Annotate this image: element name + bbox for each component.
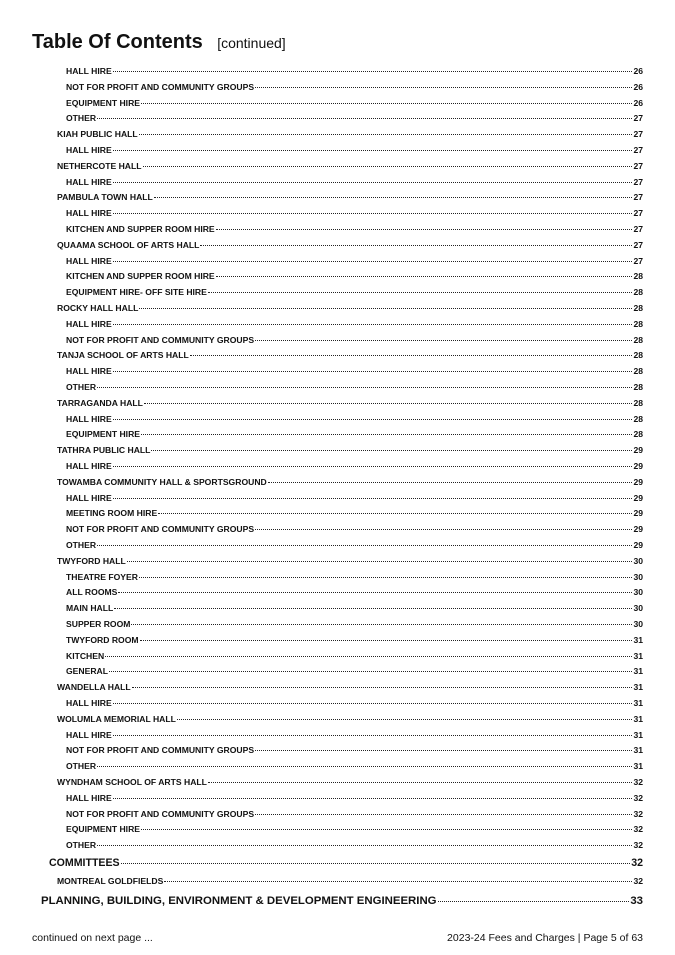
- toc-entry-label: TATHRA PUBLIC HALL: [57, 445, 151, 456]
- toc-entry[interactable]: [57, 682, 643, 692]
- dot-leader: [109, 671, 632, 672]
- toc-entry-page: 31: [633, 761, 643, 772]
- toc-entry[interactable]: [66, 224, 643, 234]
- toc-entry-label: MEETING ROOM HIRE: [66, 508, 158, 519]
- toc-entry[interactable]: [66, 319, 643, 329]
- toc-entry[interactable]: [66, 540, 643, 550]
- dot-leader: [113, 371, 633, 372]
- dot-leader: [113, 182, 633, 183]
- toc-entry[interactable]: [66, 382, 643, 392]
- toc-entry-page: 26: [633, 66, 643, 76]
- toc-entry-label: NOT FOR PROFIT AND COMMUNITY GROUPS: [66, 808, 255, 819]
- toc-entry-label: HALL HIRE: [66, 176, 112, 187]
- dot-leader: [151, 450, 632, 451]
- dot-leader: [113, 324, 633, 325]
- toc-entry[interactable]: [66, 698, 643, 708]
- toc-entry[interactable]: [66, 98, 643, 108]
- dot-leader: [164, 881, 632, 882]
- dot-leader: [140, 640, 633, 641]
- toc-entry-label: NOT FOR PROFIT AND COMMUNITY GROUPS: [66, 334, 255, 345]
- toc-entry-label: COMMITTEES: [49, 857, 120, 869]
- toc-entry-page: 26: [633, 97, 643, 108]
- toc-entry-label: OTHER: [66, 761, 97, 772]
- dot-leader: [97, 845, 632, 846]
- toc-entry-label: NOT FOR PROFIT AND COMMUNITY GROUPS: [66, 524, 255, 535]
- toc-entry[interactable]: [57, 445, 643, 455]
- toc-entry-label: HALL HIRE: [66, 792, 112, 803]
- toc-entry-label: ALL ROOMS: [66, 587, 118, 598]
- toc-entry-label: PAMBULA TOWN HALL: [57, 192, 153, 203]
- toc-entry-page: 32: [633, 824, 643, 835]
- dot-leader: [113, 735, 633, 736]
- toc-entry-label: WOLUMLA MEMORIAL HALL: [57, 713, 176, 724]
- dot-leader: [158, 513, 632, 514]
- dot-leader: [255, 529, 632, 530]
- dot-leader: [131, 624, 632, 625]
- dot-leader: [113, 261, 633, 262]
- toc-entry-label: KITCHEN AND SUPPER ROOM HIRE: [66, 224, 215, 234]
- dot-leader: [113, 798, 633, 799]
- dot-leader: [132, 687, 633, 688]
- toc-entry-label: GENERAL: [66, 666, 109, 677]
- toc-entry-page: 28: [633, 350, 643, 361]
- toc-entry[interactable]: [66, 524, 643, 534]
- dot-leader: [139, 308, 632, 309]
- toc-entry[interactable]: [41, 895, 643, 907]
- toc-entry-page: 30: [633, 571, 643, 582]
- toc-entry-label: TWYFORD HALL: [57, 555, 126, 566]
- toc-entry-page: 29: [633, 508, 643, 519]
- toc-heading: Table Of Contents: [32, 31, 203, 53]
- toc-entry[interactable]: [66, 429, 643, 439]
- toc-entry-page: 27: [633, 224, 643, 234]
- toc-entry-label: SUPPER ROOM: [66, 619, 131, 629]
- toc-entry-label: TOWAMBA COMMUNITY HALL & SPORTSGROUND: [57, 476, 267, 487]
- toc-entry[interactable]: [66, 287, 643, 297]
- continued-label: [continued]: [217, 35, 286, 51]
- dot-leader: [216, 276, 633, 277]
- dot-leader: [118, 592, 632, 593]
- dot-leader: [154, 197, 633, 198]
- dot-leader: [255, 750, 632, 751]
- dot-leader: [141, 829, 632, 830]
- toc-entry[interactable]: [57, 350, 643, 360]
- toc-entry[interactable]: [66, 508, 643, 518]
- toc-entry-page: 30: [633, 619, 643, 629]
- toc-entry-page: 28: [633, 334, 643, 345]
- toc-entry-page: 30: [633, 555, 643, 566]
- dot-leader: [255, 340, 632, 341]
- toc-entry-label: TWYFORD ROOM: [66, 634, 139, 645]
- toc-entry-page: 31: [633, 650, 643, 661]
- toc-entry[interactable]: [66, 66, 643, 76]
- dot-leader: [113, 213, 633, 214]
- toc-entry-page: 27: [633, 192, 643, 203]
- toc-entry-label: KIAH PUBLIC HALL: [57, 129, 138, 140]
- dot-leader: [113, 703, 633, 704]
- toc-entry-page: 27: [633, 208, 643, 219]
- toc-entry-page: 29: [633, 461, 643, 471]
- toc-entry-page: 32: [633, 840, 643, 851]
- toc-entry-page: 29: [633, 476, 643, 487]
- toc-entry-label: EQUIPMENT HIRE: [66, 824, 141, 835]
- toc-entry-label: NOT FOR PROFIT AND COMMUNITY GROUPS: [66, 745, 255, 756]
- toc-entry-page: 31: [633, 698, 643, 708]
- toc-entry-label: OTHER: [66, 382, 97, 392]
- toc-entry-label: MAIN HALL: [66, 603, 114, 614]
- toc-entry-page: 27: [633, 113, 643, 124]
- toc-entry[interactable]: [66, 366, 643, 376]
- toc-entry[interactable]: [66, 461, 643, 471]
- dot-leader: [190, 355, 633, 356]
- toc-entry[interactable]: [66, 177, 643, 187]
- toc-entry-label: HALL HIRE: [66, 255, 112, 266]
- toc-entry[interactable]: [66, 414, 643, 424]
- toc-entry[interactable]: [66, 208, 643, 218]
- toc-entry-page: 28: [633, 271, 643, 282]
- toc-entry[interactable]: [66, 745, 643, 755]
- toc-entry-page: 27: [633, 239, 643, 250]
- toc-entry[interactable]: [66, 824, 643, 834]
- dot-leader: [141, 103, 632, 104]
- toc-entry[interactable]: [66, 256, 643, 266]
- toc-entry-label: EQUIPMENT HIRE: [66, 97, 141, 108]
- toc-entry[interactable]: [57, 240, 643, 250]
- page-title: [32, 31, 286, 54]
- toc-entry[interactable]: [57, 714, 643, 724]
- toc-entry-page: 32: [633, 777, 643, 787]
- toc-entry[interactable]: [66, 572, 643, 582]
- toc-entry-page: 31: [633, 745, 643, 756]
- toc-entry-page: 27: [633, 255, 643, 266]
- toc-entry-label: EQUIPMENT HIRE- OFF SITE HIRE: [66, 287, 207, 298]
- dot-leader: [208, 292, 633, 293]
- toc-entry-label: HALL HIRE: [66, 729, 112, 740]
- toc-entry[interactable]: [57, 477, 643, 487]
- toc-entry-label: EQUIPMENT HIRE: [66, 429, 141, 440]
- toc-entry[interactable]: [57, 556, 643, 566]
- toc-entry-page: 29: [633, 492, 643, 503]
- toc-entry-page: 28: [633, 413, 643, 424]
- toc-entry[interactable]: [57, 876, 643, 886]
- dot-leader: [255, 814, 632, 815]
- dot-leader: [200, 245, 632, 246]
- toc-entry[interactable]: [57, 129, 643, 139]
- toc-entry-page: 27: [633, 176, 643, 187]
- toc-entry-page: 33: [630, 894, 643, 907]
- toc-entry[interactable]: [66, 809, 643, 819]
- toc-entry-label: OTHER: [66, 113, 97, 124]
- toc-entry-label: KITCHEN: [66, 650, 105, 661]
- toc-entry[interactable]: [66, 840, 643, 850]
- toc-entry-label: TARRAGANDA HALL: [57, 397, 143, 408]
- toc-entry-page: 28: [633, 303, 643, 313]
- dot-leader: [121, 863, 631, 864]
- dot-leader: [113, 466, 633, 467]
- toc-entry-page: 32: [633, 876, 643, 886]
- toc-entry[interactable]: [66, 651, 643, 661]
- toc-entry[interactable]: [66, 271, 643, 281]
- dot-leader: [113, 498, 633, 499]
- dot-leader: [127, 561, 633, 562]
- dot-leader: [113, 150, 633, 151]
- toc-entry[interactable]: [66, 619, 643, 629]
- toc-entry-label: HALL HIRE: [66, 208, 112, 219]
- toc-entry-page: 27: [633, 160, 643, 171]
- toc-entry-page: 29: [633, 524, 643, 535]
- toc-entry-label: KITCHEN AND SUPPER ROOM HIRE: [66, 271, 215, 282]
- toc-entry-page: 29: [633, 540, 643, 550]
- dot-leader: [255, 87, 632, 88]
- dot-leader: [97, 118, 632, 119]
- toc-entry-label: THEATRE FOYER: [66, 571, 138, 582]
- toc-entry[interactable]: [57, 777, 643, 787]
- footer-continued: continued on next page ...: [32, 932, 153, 944]
- toc-entry-label: NETHERCOTE HALL: [57, 160, 142, 171]
- toc-entry-page: 32: [633, 808, 643, 819]
- toc-entry-page: 32: [631, 857, 643, 869]
- toc-entry[interactable]: [66, 666, 643, 676]
- toc-entry[interactable]: [66, 113, 643, 123]
- toc-entry-label: QUAAMA SCHOOL OF ARTS HALL: [57, 239, 200, 250]
- toc-entry-page: 30: [633, 587, 643, 598]
- toc-entry-label: OTHER: [66, 840, 97, 851]
- toc-entry-label: NOT FOR PROFIT AND COMMUNITY GROUPS: [66, 81, 255, 92]
- toc-entry[interactable]: [66, 635, 643, 645]
- toc-entry[interactable]: [66, 730, 643, 740]
- dot-leader: [97, 766, 632, 767]
- toc-entry-label: OTHER: [66, 540, 97, 550]
- toc-entry-page: 26: [633, 81, 643, 92]
- toc-entry[interactable]: [57, 398, 643, 408]
- toc-entry-label: WANDELLA HALL: [57, 682, 131, 693]
- toc-entry[interactable]: [66, 793, 643, 803]
- dot-leader: [139, 577, 633, 578]
- dot-leader: [139, 134, 633, 135]
- toc-entry-page: 31: [633, 666, 643, 677]
- toc-entry-page: 30: [633, 603, 643, 614]
- footer-page-info: 2023-24 Fees and Charges | Page 5 of 63: [447, 932, 643, 944]
- dot-leader: [113, 71, 633, 72]
- dot-leader: [105, 656, 632, 657]
- dot-leader: [143, 166, 633, 167]
- toc-entry-page: 28: [633, 287, 643, 298]
- toc-entry-label: HALL HIRE: [66, 366, 112, 377]
- toc-entry-page: 28: [633, 429, 643, 440]
- toc-entry-page: 27: [633, 129, 643, 140]
- toc-entry-label: HALL HIRE: [66, 461, 112, 471]
- toc-entry-page: 28: [633, 366, 643, 377]
- toc-entry-label: HALL HIRE: [66, 698, 112, 708]
- toc-entry-page: 28: [633, 382, 643, 392]
- toc-entry-label: HALL HIRE: [66, 413, 112, 424]
- toc-entry[interactable]: [49, 857, 643, 869]
- toc-entry-label: WYNDHAM SCHOOL OF ARTS HALL: [57, 777, 207, 787]
- dot-leader: [216, 229, 633, 230]
- toc-entry-label: HALL HIRE: [66, 66, 112, 76]
- dot-leader: [113, 419, 633, 420]
- toc-entry-label: TANJA SCHOOL OF ARTS HALL: [57, 350, 189, 361]
- toc-entry[interactable]: [66, 587, 643, 597]
- toc-entry-label: ROCKY HALL HALL: [57, 303, 139, 313]
- dot-leader: [438, 901, 630, 902]
- toc-entry-page: 28: [633, 318, 643, 329]
- toc-entry-page: 31: [633, 682, 643, 693]
- toc-entry-page: 27: [633, 145, 643, 155]
- toc-entry[interactable]: [66, 145, 643, 155]
- dot-leader: [97, 545, 632, 546]
- toc-entry-page: 29: [633, 445, 643, 456]
- toc-entry[interactable]: [66, 82, 643, 92]
- toc-entry[interactable]: [66, 761, 643, 771]
- dot-leader: [268, 482, 633, 483]
- toc-entry[interactable]: [57, 192, 643, 202]
- dot-leader: [97, 387, 632, 388]
- toc-entry-label: PLANNING, BUILDING, ENVIRONMENT & DEVELOPMENT ENGINEERING: [41, 894, 437, 907]
- toc-entry-page: 28: [633, 397, 643, 408]
- toc-entry-page: 31: [633, 713, 643, 724]
- toc-entry-label: HALL HIRE: [66, 492, 112, 503]
- dot-leader: [141, 434, 632, 435]
- toc-entry-label: HALL HIRE: [66, 145, 112, 155]
- toc-entry[interactable]: [66, 603, 643, 613]
- toc-entry-label: MONTREAL GOLDFIELDS: [57, 876, 164, 886]
- toc-entry[interactable]: [66, 335, 643, 345]
- dot-leader: [177, 719, 633, 720]
- toc-entry-page: 31: [633, 634, 643, 645]
- toc-entry-page: 32: [633, 792, 643, 803]
- toc-entry-label: HALL HIRE: [66, 318, 112, 329]
- dot-leader: [114, 608, 632, 609]
- toc-entry[interactable]: [57, 303, 643, 313]
- toc-entry[interactable]: [66, 493, 643, 503]
- dot-leader: [208, 782, 633, 783]
- toc-entry[interactable]: [57, 161, 643, 171]
- dot-leader: [144, 403, 633, 404]
- toc-entry-page: 31: [633, 729, 643, 740]
